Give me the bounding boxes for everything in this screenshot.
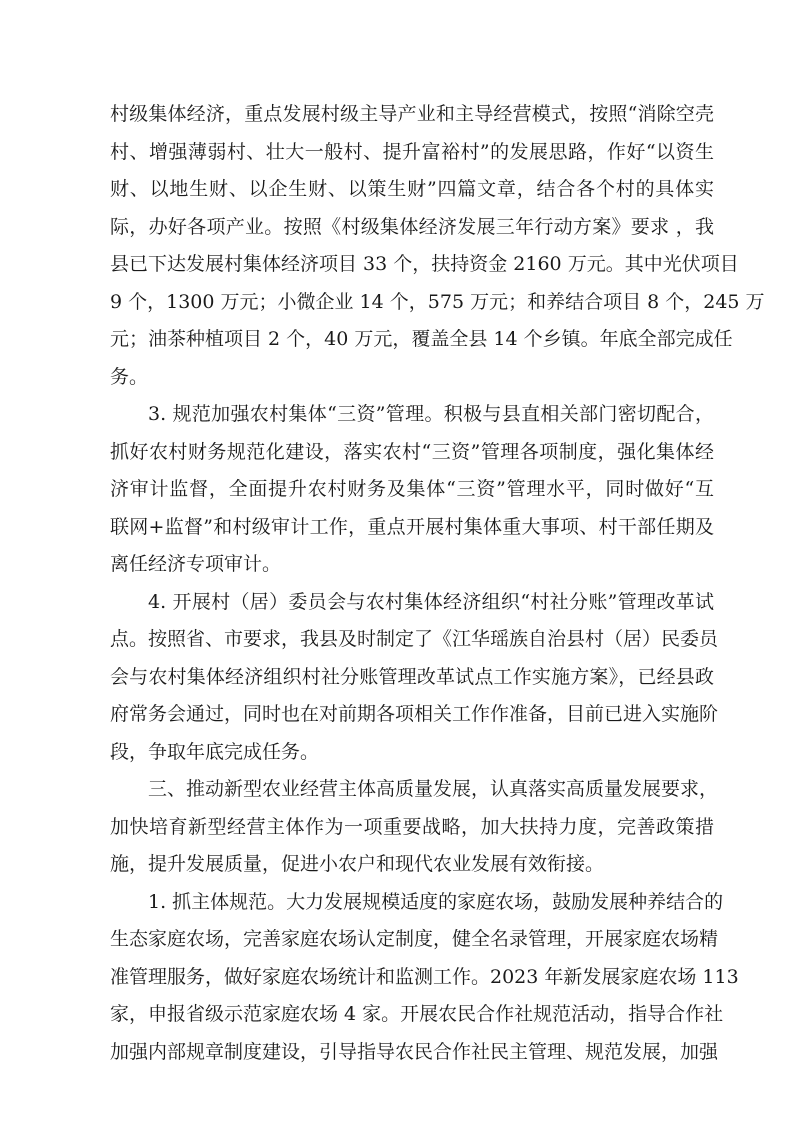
text-line: 准管理服务，做好家庭农场统计和监测工作。2023 年新发展家庭农场 113 xyxy=(110,965,739,988)
text-line: 会与农村集体经济组织村社分账管理改革试点工作实施方案》，已经县政 xyxy=(110,665,714,688)
text-line: 3. 规范加强农村集体“三资”管理。积极与县直相关部门密切配合， xyxy=(148,403,714,425)
text-line: 济审计监督，全面提升农村财务及集体“三资”管理水平，同时做好“互 xyxy=(110,478,714,500)
text-line: 段，争取年底完成任务。 xyxy=(110,740,320,763)
text-line: 家，申报省级示范家庭农场 4 家。开展农民合作社规范活动，指导合作社 xyxy=(110,1003,724,1025)
text-line: 府常务会通过，同时也在对前期各项相关工作作准备，目前已进入实施阶 xyxy=(110,703,719,725)
text-line: 抓好农村财务规范化建设，落实农村“三资”管理各项制度，强化集体经 xyxy=(110,440,714,463)
text-line: 村级集体经济，重点发展村级主导产业和主导经营模式，按照“消除空壳 xyxy=(110,103,714,125)
text-line: 4. 开展村（居）委员会与农村集体经济组织“村社分账”管理改革试 xyxy=(148,590,714,613)
text-line: 财、以地生财、以企生财、以策生财”四篇文章，结合各个村的具体实 xyxy=(110,178,714,200)
text-line: 联网+监督”和村级审计工作，重点开展村集体重大事项、村干部任期及 xyxy=(110,515,714,538)
text-line: 施，提升发展质量，促进小农户和现代农业发展有效衔接。 xyxy=(110,853,605,875)
text-line: 际，办好各项产业。按照《村级集体经济发展三年行动方案》要求 ，我 xyxy=(110,215,714,238)
text-line: 1. 抓主体规范。大力发展规模适度的家庭农场，鼓励发展种养结合的 xyxy=(148,890,724,913)
text-line: 加快培育新型经营主体作为一项重要战略，加大扶持力度，完善政策措 xyxy=(110,815,714,838)
text-line: 加强内部规章制度建设，引导指导农民合作社民主管理、规范发展，加强 xyxy=(110,1040,719,1063)
text-line: 县已下达发展村集体经济项目 33 个，扶持资金 2160 万元。其中光伏项目 xyxy=(110,253,739,275)
text-line: 三、推动新型农业经营主体高质量发展，认真落实高质量发展要求， xyxy=(148,778,719,800)
text-line: 9 个，1300 万元；小微企业 14 个，575 万元；和养结合项目 8 个，245 万 xyxy=(110,290,765,313)
text-line: 离任经济专项审计。 xyxy=(110,553,282,575)
document-body xyxy=(110,96,765,1071)
text-line: 生态家庭农场，完善家庭农场认定制度，健全名录管理，开展家庭农场精 xyxy=(110,928,719,950)
text-line: 元；油茶种植项目 2 个，40 万元，覆盖全县 14 个乡镇。年底全部完成任 xyxy=(110,328,733,350)
text-line: 务。 xyxy=(110,365,149,388)
text-line: 村、增强薄弱村、壮大一般村、提升富裕村”的发展思路，作好“以资生 xyxy=(110,140,714,163)
text-line: 点。按照省、市要求，我县及时制定了《江华瑶族自治县村（居）民委员 xyxy=(110,628,719,650)
